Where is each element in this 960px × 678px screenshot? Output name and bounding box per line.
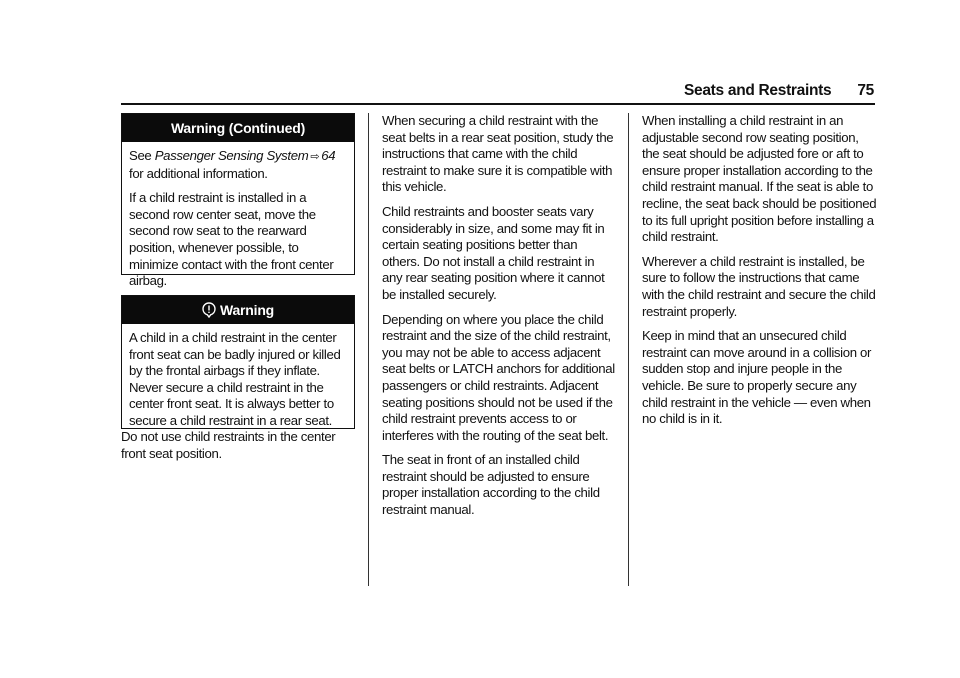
paragraph: When securing a child restraint with the seat belts in a rear seat position, study the instructions that came with the child restraint to make sure it is compatible with this vehicle. xyxy=(382,113,614,195)
page-number: 75 xyxy=(857,82,874,99)
warning-box xyxy=(121,295,355,429)
ref-suffix: for additional information. xyxy=(129,165,268,181)
warning-continued-body xyxy=(122,142,354,298)
warning-continued-ref xyxy=(129,148,347,182)
paragraph: Child restraints and booster seats vary considerably in size, and some may fit in certain seating positions better than others. Do not install a child restraint in any rear seating position where it cannot be installed securely. xyxy=(382,203,605,302)
section-title: Seats and Restraints xyxy=(684,82,832,99)
warning-triangle-icon xyxy=(202,299,216,315)
column-1 xyxy=(121,113,355,470)
warning-body xyxy=(122,324,354,438)
paragraph: Keep in mind that an unsecured child restraint can move around in a collision or sudden stop and injure people in the vehicle. Be sure to properly secure any child restraint in the vehicle — even when no child is in it. xyxy=(642,328,872,427)
column-divider xyxy=(628,113,629,586)
paragraph: When installing a child restraint in an adjustable second row seating position, the seat should be adjusted fore or aft to ensure proper installation according to the child restraint manual. If the seat is able to recline, the seat back should be positioned to its full upright position before installing a child restraint. xyxy=(642,113,877,245)
warning-text: A child in a child restraint in the center front seat can be badly injured or killed by the frontal airbags if they inflate. Never secure a child restraint in the center front seat. It is always better to secure a child restraint in a rear seat. xyxy=(129,330,341,428)
column-divider xyxy=(368,113,369,586)
paragraph: The seat in front of an installed child restraint should be adjusted to ensure proper installation according to the child restraint manual. xyxy=(382,452,600,518)
ref-prefix: See xyxy=(129,148,155,163)
page-header xyxy=(684,82,874,100)
column-2 xyxy=(382,113,616,527)
passenger-sensing-link[interactable]: Passenger Sensing System xyxy=(154,148,309,163)
warning-header xyxy=(122,296,354,324)
header-rule xyxy=(121,103,875,105)
page-ref-arrow-icon: ⇨ xyxy=(310,151,320,163)
paragraph: Depending on where you place the child restraint and the size of the child restraint, you may not be able to access adjacent seat belts or LATCH anchors for additional passengers or child restraints. Adjacent seating positions should not be used if the child restraint prevents access to or interferes with the routing of the seat belt. xyxy=(382,311,615,443)
paragraph: Wherever a child restraint is installed, be sure to follow the instructions that came with the child restraint and secure the child restraint properly. xyxy=(642,253,876,319)
warning-continued-title: Warning (Continued) xyxy=(122,114,354,142)
warning-continued-box xyxy=(121,113,355,289)
warning-continued-paragraph: If a child restraint is installed in a second row center seat, move the second row seat to the rearward position, whenever possible, to minimize contact with the front center airbag. xyxy=(129,190,334,289)
warning-title: Warning xyxy=(219,302,275,318)
column-3 xyxy=(642,113,878,436)
ref-page-link[interactable]: 64 xyxy=(321,148,336,163)
paragraph: Do not use child restraints in the center front seat position. xyxy=(121,429,336,461)
